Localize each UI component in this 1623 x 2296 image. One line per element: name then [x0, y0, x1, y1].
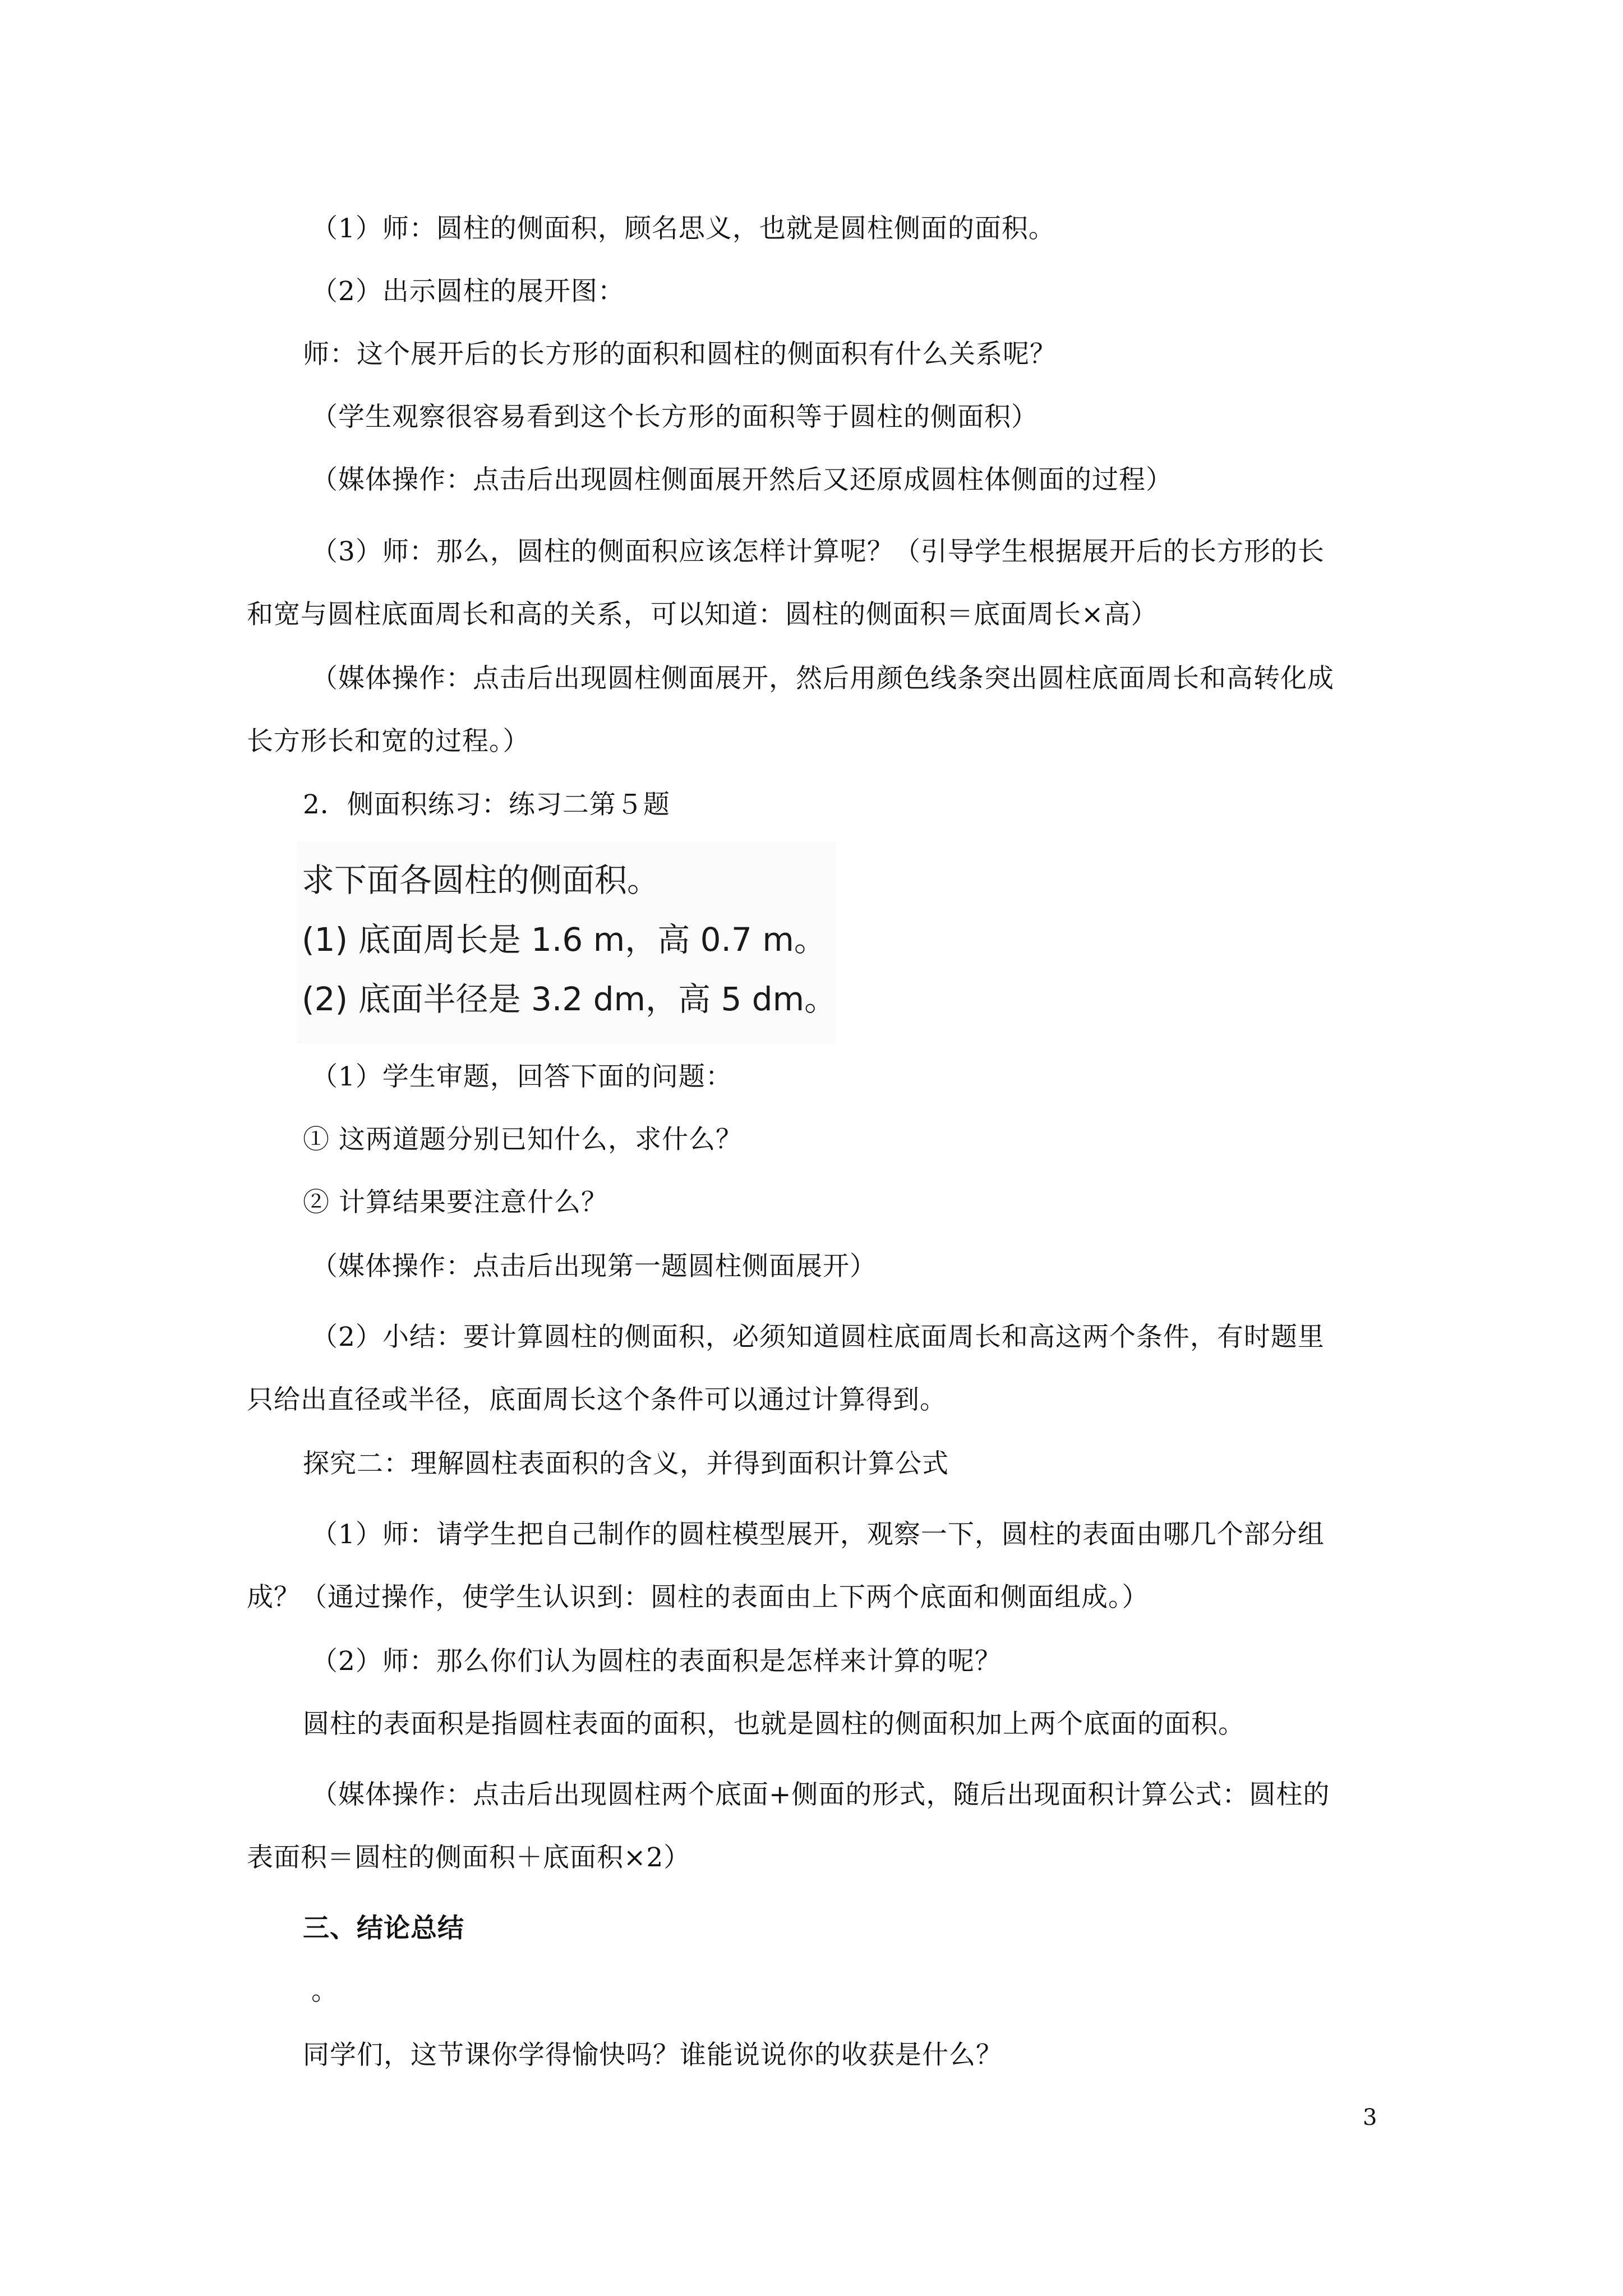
paragraph-line: （媒体操作：点击后出现圆柱侧面展开然后又还原成圆柱体侧面的过程）: [311, 464, 1173, 495]
paragraph-line: （2）小结：要计算圆柱的侧面积，必须知道圆柱底面周长和高这两个条件，有时题里: [311, 1322, 1325, 1352]
paragraph-line: （2）出示圆柱的展开图：: [311, 276, 625, 307]
paragraph-line: 2．侧面积练习：练习二第５题: [303, 789, 670, 820]
paragraph-line: 只给出直径或半径，底面周长这个条件可以通过计算得到。: [247, 1384, 947, 1415]
exercise-title: 求下面各圆柱的侧面积。: [302, 861, 660, 899]
paragraph-line: （媒体操作：点击后出现圆柱两个底面+侧面的形式，随后出现面积计算公式：圆柱的: [311, 1779, 1330, 1810]
page-number: 3: [1363, 2105, 1377, 2131]
paragraph-line: （1）师：圆柱的侧面积，顾名思义，也就是圆柱侧面的面积。: [311, 213, 1055, 244]
paragraph-line: 。: [311, 1976, 338, 2007]
paragraph-line: 长方形长和宽的过程。）: [247, 726, 530, 757]
exercise-image: [297, 841, 836, 1043]
paragraph-line: 师：这个展开后的长方形的面积和圆柱的侧面积有什么关系呢？: [303, 339, 1057, 370]
paragraph-line: （媒体操作：点击后出现第一题圆柱侧面展开）: [311, 1251, 877, 1282]
paragraph-line: 和宽与圆柱底面周长和高的关系，可以知道：圆柱的侧面积＝底面周长×高）: [247, 599, 1158, 630]
exercise-item: (1) 底面周长是 1.6 m，高 0.7 m。: [302, 921, 827, 959]
paragraph-line: （1）师：请学生把自己制作的圆柱模型展开，观察一下，圆柱的表面由哪几个部分组: [311, 1519, 1325, 1550]
section-heading: 三、结论总结: [303, 1913, 464, 1944]
paragraph-line: （3）师：那么，圆柱的侧面积应该怎样计算呢？（引导学生根据展开后的长方形的长: [311, 536, 1325, 567]
paragraph-line: 表面积＝圆柱的侧面积＋底面积×2）: [247, 1842, 691, 1873]
paragraph-line: ② 计算结果要注意什么？: [303, 1187, 608, 1218]
paragraph-line: （2）师：那么你们认为圆柱的表面积是怎样来计算的呢？: [311, 1646, 1002, 1677]
paragraph-line: （学生观察很容易看到这个长方形的面积等于圆柱的侧面积）: [311, 402, 1038, 432]
paragraph-line: 圆柱的表面积是指圆柱表面的面积，也就是圆柱的侧面积加上两个底面的面积。: [303, 1709, 1245, 1740]
paragraph-line: （媒体操作：点击后出现圆柱侧面展开，然后用颜色线条突出圆柱底面周长和高转化成: [311, 663, 1334, 694]
paragraph-line: 探究二：理解圆柱表面积的含义，并得到面积计算公式: [303, 1448, 949, 1479]
paragraph-line: ① 这两道题分别已知什么，求什么？: [303, 1124, 743, 1155]
paragraph-line: 同学们，这节课你学得愉快吗？谁能说说你的收获是什么？: [303, 2040, 1003, 2070]
paragraph-line: （1）学生审题，回答下面的问题：: [311, 1061, 732, 1092]
paragraph-line: 成？（通过操作，使学生认识到：圆柱的表面由上下两个底面和侧面组成。）: [247, 1582, 1149, 1613]
exercise-item: (2) 底面半径是 3.2 dm，高 5 dm。: [302, 980, 837, 1018]
